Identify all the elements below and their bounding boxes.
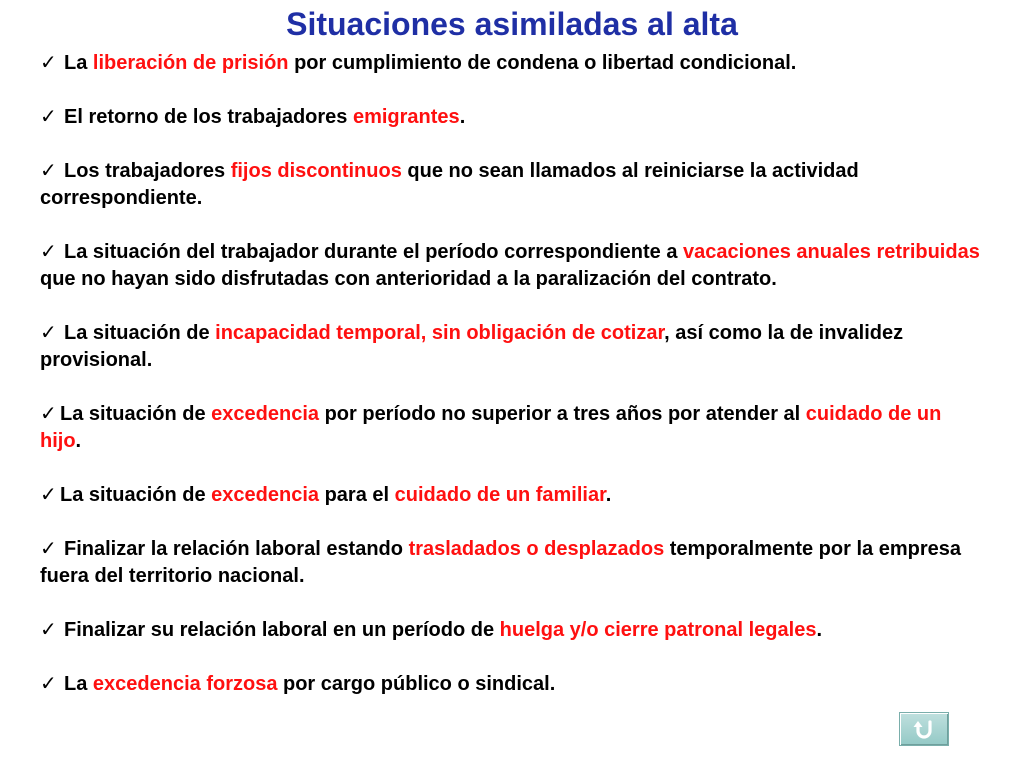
checkmark-icon: ✓ xyxy=(40,52,57,74)
list-item xyxy=(40,617,980,644)
list-item xyxy=(40,50,980,77)
checkmark-icon: ✓ xyxy=(40,160,57,182)
bullet-list xyxy=(40,50,980,725)
highlighted-term: excedencia forzosa xyxy=(92,673,278,695)
item-text: Los trabajadores xyxy=(64,160,231,182)
item-text: temporalmente por la empresa fuera del territorio nacional. xyxy=(40,538,961,587)
highlighted-term: fijos discontinuos xyxy=(230,160,402,182)
item-text: . xyxy=(459,106,466,128)
item-text: La situación del trabajador durante el período correspondiente a xyxy=(64,241,684,263)
item-text: . xyxy=(605,484,612,506)
highlighted-term: trasladados o desplazados xyxy=(408,538,665,560)
checkmark-icon: ✓ xyxy=(40,403,57,425)
highlighted-term: emigrantes xyxy=(352,106,460,128)
item-text: por período no superior a tres años por atender al xyxy=(319,403,806,425)
highlighted-term: liberación de prisión xyxy=(92,52,289,74)
item-text: Finalizar su relación laboral en un período de xyxy=(64,619,500,641)
item-text: La situación de xyxy=(60,484,212,506)
item-text: , así como la de invalidez provisional. xyxy=(40,322,904,371)
item-text: por cargo público o sindical. xyxy=(277,673,556,695)
slide-title: Situaciones asimiladas al alta xyxy=(286,6,738,42)
item-text: que no sean llamados al reiniciarse la actividad correspondiente. xyxy=(40,160,859,209)
checkmark-icon: ✓ xyxy=(40,619,57,641)
list-item xyxy=(40,536,980,590)
list-item xyxy=(40,671,980,698)
item-text: . xyxy=(75,430,82,452)
list-item xyxy=(40,401,980,455)
highlighted-term: cuidado de un familiar xyxy=(394,484,606,506)
item-text: para el xyxy=(319,484,395,506)
item-text: La xyxy=(64,673,93,695)
return-arrow-icon xyxy=(911,716,937,742)
item-text: . xyxy=(816,619,823,641)
list-item xyxy=(40,320,980,374)
list-item xyxy=(40,482,980,509)
item-text: que no hayan sido disfrutadas con anterioridad a la paralización del contrato. xyxy=(40,268,777,290)
checkmark-icon: ✓ xyxy=(40,241,57,263)
highlighted-term: incapacidad temporal, sin obligación de cotizar xyxy=(215,322,665,344)
highlighted-term: huelga y/o cierre patronal legales xyxy=(499,619,817,641)
checkmark-icon: ✓ xyxy=(40,106,57,128)
item-text: Finalizar la relación laboral estando xyxy=(64,538,409,560)
item-text: La situación de xyxy=(64,322,216,344)
item-text: La xyxy=(64,52,93,74)
back-button[interactable] xyxy=(899,712,949,746)
list-item xyxy=(40,104,980,131)
highlighted-term: excedencia xyxy=(211,403,320,425)
item-text: El retorno de los trabajadores xyxy=(64,106,353,128)
checkmark-icon: ✓ xyxy=(40,484,57,506)
checkmark-icon: ✓ xyxy=(40,322,57,344)
list-item xyxy=(40,158,980,212)
checkmark-icon: ✓ xyxy=(40,673,57,695)
highlighted-term: excedencia xyxy=(211,484,320,506)
highlighted-term: vacaciones anuales retribuidas xyxy=(683,241,980,263)
item-text: por cumplimiento de condena o libertad condicional. xyxy=(288,52,797,74)
checkmark-icon: ✓ xyxy=(40,538,57,560)
list-item xyxy=(40,239,980,293)
item-text: La situación de xyxy=(60,403,212,425)
highlighted-term: cuidado de un hijo xyxy=(40,403,942,452)
